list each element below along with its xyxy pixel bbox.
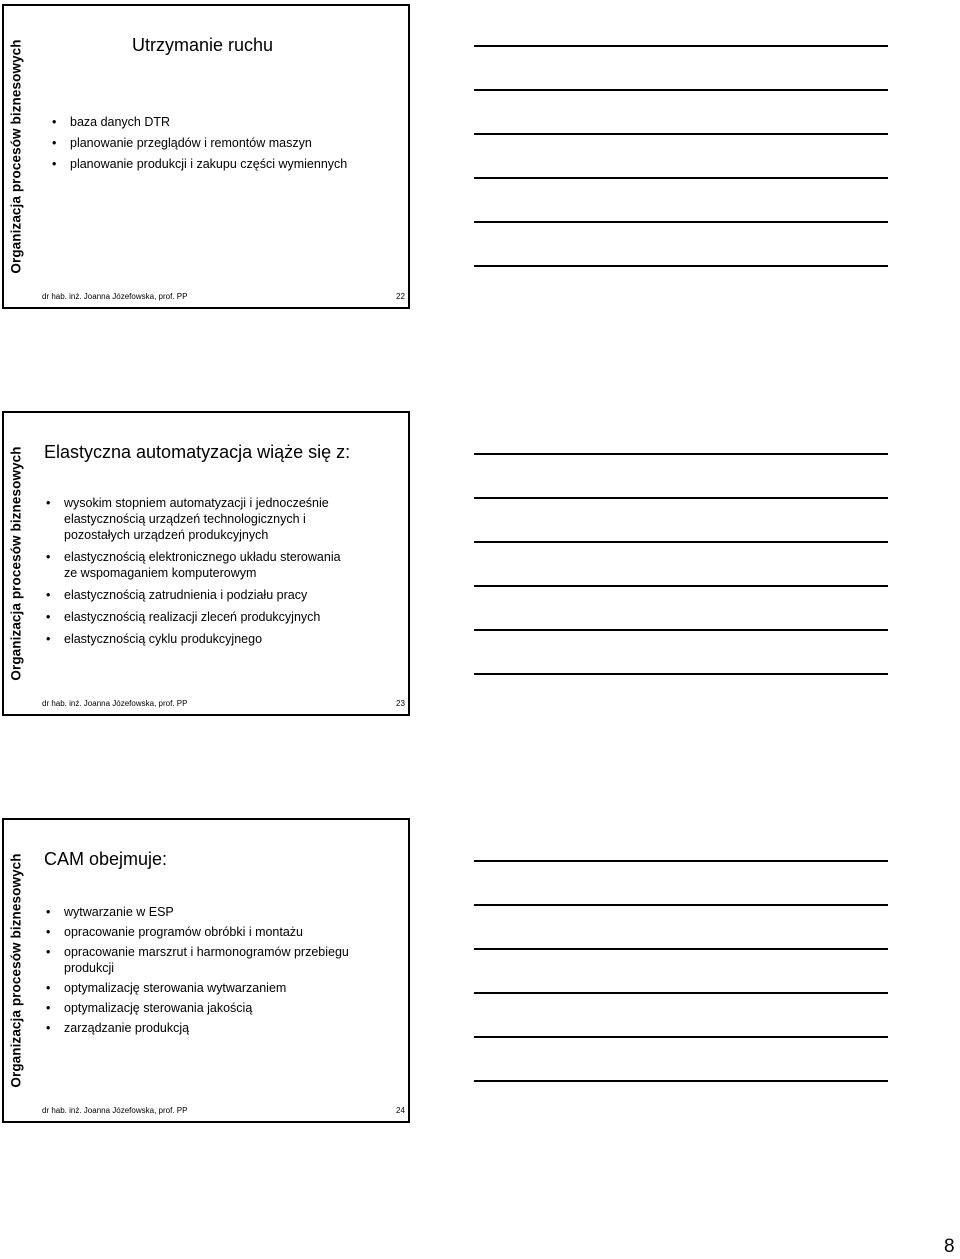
bullet-item: • opracowanie marszrut i harmonogramów przebiegu produkcji [44,944,394,976]
slide-23 [2,411,410,716]
sidebar-label: Organizacja procesów biznesowych [8,853,24,1088]
page-number: 8 [944,1236,955,1257]
note-line [474,1036,888,1038]
note-line [474,673,888,675]
note-line [474,541,888,543]
bullet-item: • elastycznością zatrudnienia i podziału pracy [44,587,344,603]
slide-number: 22 [396,292,405,301]
slide-author: dr hab. inż. Joanna Józefowska, prof. PP [42,699,188,708]
note-line [474,497,888,499]
note-line [474,265,888,267]
slide-author: dr hab. inż. Joanna Józefowska, prof. PP [42,292,188,301]
bullet-item: • wysokim stopniem automatyzacji i jednocześnie elastycznością urządzeń technologicznych i pozostałych urządzeń produkcyjnych [44,495,344,543]
slide-title: Utrzymanie ruchu [132,35,274,55]
bullet-item: • planowanie produkcji i zakupu części wymiennych [50,156,390,172]
note-line [474,89,888,91]
slide-number: 23 [396,699,405,708]
note-line [474,860,888,862]
slide-sidebar [4,820,28,1121]
bullet-item: • optymalizację sterowania wytwarzaniem [44,980,394,996]
slide-24 [2,818,410,1123]
slide-author: dr hab. inż. Joanna Józefowska, prof. PP [42,1106,188,1115]
bullet-item: • elastycznością elektronicznego układu sterowania ze wspomaganiem komputerowym [44,549,344,581]
bullet-item: • wytwarzanie w ESP [44,904,394,920]
note-line [474,177,888,179]
note-line [474,992,888,994]
bullet-item: • optymalizację sterowania jakością [44,1000,394,1016]
bullet-item: • baza danych DTR [50,114,390,130]
bullet-item: • opracowanie programów obróbki i montażu [44,924,394,940]
note-line [474,133,888,135]
sidebar-label: Organizacja procesów biznesowych [8,39,24,274]
slide-title: Elastyczna automatyzacja wiąże się z: [44,442,351,462]
note-line [474,948,888,950]
slide-title: CAM obejmuje: [44,849,168,869]
note-line [474,1080,888,1082]
bullet-item: • zarządzanie produkcją [44,1020,394,1036]
sidebar-label: Organizacja procesów biznesowych [8,446,24,681]
note-line [474,45,888,47]
slide-number: 24 [396,1106,405,1115]
bullet-list [44,495,344,647]
slide-sidebar [4,413,28,714]
note-line [474,453,888,455]
bullet-item: • elastycznością realizacji zleceń produkcyjnych [44,609,344,625]
slide-sidebar [4,6,28,307]
bullet-item: • elastycznością cyklu produkcyjnego [44,631,344,647]
bullet-item: • planowanie przeglądów i remontów maszyn [50,135,390,151]
note-line [474,221,888,223]
bullet-list [44,904,394,1036]
note-line [474,904,888,906]
slide-22 [2,4,410,309]
bullet-list [50,114,390,172]
note-line [474,585,888,587]
note-line [474,629,888,631]
